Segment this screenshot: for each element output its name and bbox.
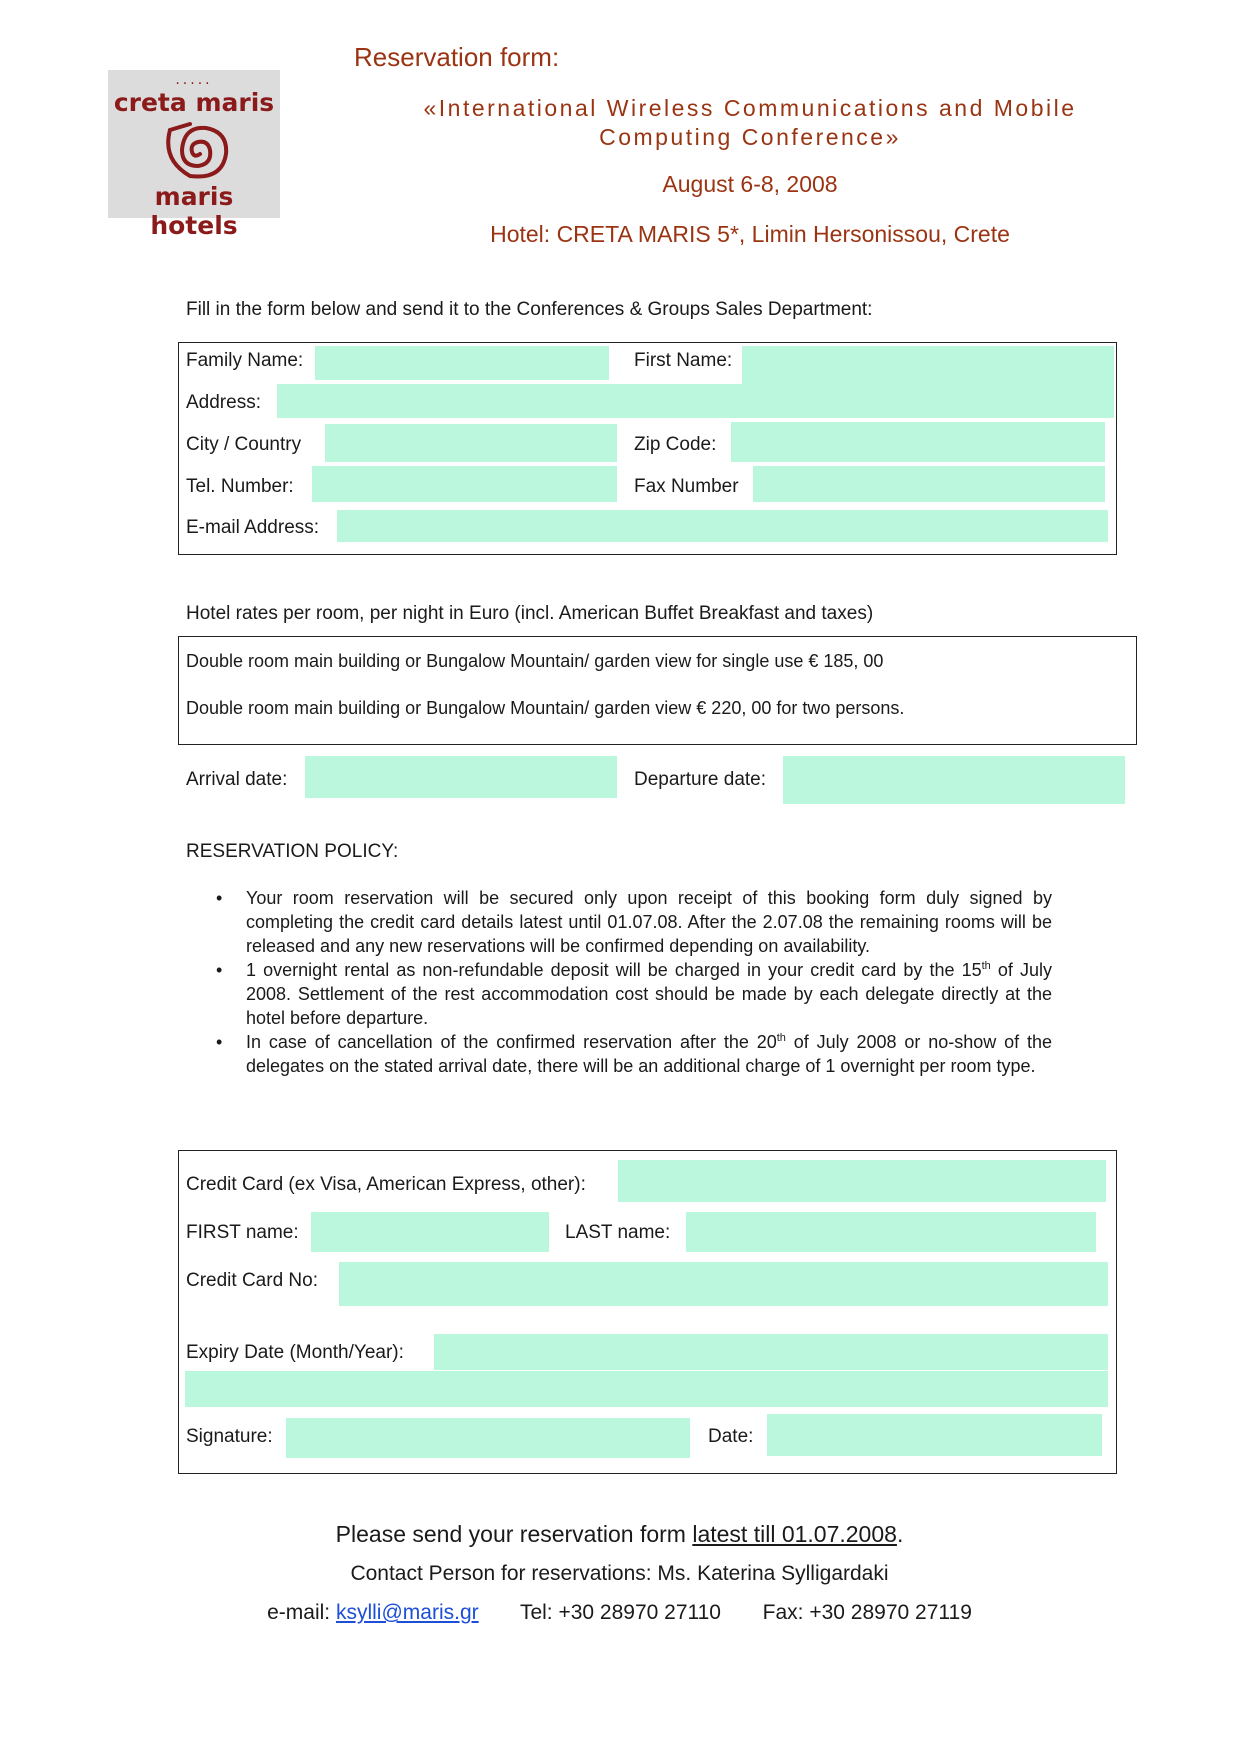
conference-dates: August 6-8, 2008 — [662, 171, 838, 197]
card-number-label: Credit Card No: — [186, 1270, 318, 1291]
email-field[interactable] — [337, 510, 1108, 542]
signature-field[interactable] — [286, 1418, 690, 1458]
card-first-name-field[interactable] — [311, 1212, 549, 1252]
address-label: Address: — [186, 392, 261, 413]
signature-label: Signature: — [186, 1426, 273, 1447]
rate-single-use: Double room main building or Bungalow Mountain/ garden view for single use € 185, 00 — [186, 651, 884, 671]
send-deadline-text: Please send your reservation form latest till 01.07.2008. — [335, 1521, 904, 1547]
family-name-label: Family Name: — [186, 350, 304, 371]
tel-number-field[interactable] — [312, 466, 617, 502]
contact-tel: Tel: +30 28970 27110 — [519, 1601, 721, 1624]
contact-fax: Fax: +30 28970 27119 — [762, 1601, 972, 1624]
conference-name-line-1: «International Wireless Communications and Mobile — [423, 95, 1077, 121]
creta-maris-logo — [108, 70, 280, 240]
rate-two-persons: Double room main building or Bungalow Mountain/ garden view € 220, 00 for two persons. — [186, 698, 905, 718]
policy-item: • In case of cancellation of the confirmed reservation after the 20th of July 2008 or no-show of the delegates on the stated arrival date, there will be an additional charge of 1 overnight per room type. — [216, 1032, 1052, 1076]
city-country-label: City / Country — [186, 434, 302, 455]
deadline-date: latest till 01.07.2008 — [692, 1521, 897, 1547]
contact-details — [0, 1601, 1239, 1625]
form-instructions: Fill in the form below and send it to the Conferences & Groups Sales Department: — [186, 299, 873, 320]
arrival-date-label: Arrival date: — [186, 769, 288, 790]
page-title: Reservation form: — [354, 42, 560, 72]
policy-item: • 1 overnight rental as non-refundable deposit will be charged in your credit card by the 15th of July 2008. Settlement of the rest accommodation cost should be made by each delegate directly at the hotel before departure. — [216, 960, 1052, 1028]
zip-code-label: Zip Code: — [634, 434, 717, 455]
first-name-label: First Name: — [634, 350, 733, 371]
credit-card-type-field[interactable] — [618, 1160, 1106, 1202]
fax-number-label: Fax Number — [634, 476, 739, 497]
zip-code-field[interactable] — [731, 422, 1105, 462]
email-label: E-mail Address: — [186, 517, 320, 538]
signature-date-field[interactable] — [767, 1414, 1102, 1456]
family-name-field[interactable] — [315, 346, 609, 380]
card-number-field[interactable] — [339, 1262, 1108, 1306]
address-field[interactable] — [277, 384, 1114, 418]
card-last-name-label: LAST name: — [565, 1222, 671, 1243]
city-country-field[interactable] — [325, 424, 617, 462]
reservation-policy-list — [216, 886, 1052, 1078]
signature-date-label: Date: — [708, 1426, 754, 1447]
conference-name-line-2: Computing Conference» — [599, 124, 901, 150]
tel-number-label: Tel. Number: — [186, 476, 294, 497]
shell-spiral-icon — [160, 120, 230, 182]
arrival-date-field[interactable] — [305, 756, 617, 798]
card-last-name-field[interactable] — [686, 1212, 1096, 1252]
departure-date-field[interactable] — [783, 756, 1125, 804]
logo-line-1: creta maris — [113, 88, 275, 117]
expiry-date-label: Expiry Date (Month/Year): — [186, 1342, 404, 1363]
expiry-date-extra-field[interactable] — [185, 1371, 1108, 1407]
reservation-policy-heading: RESERVATION POLICY: — [186, 841, 399, 862]
card-first-name-label: FIRST name: — [186, 1222, 299, 1243]
rates-heading: Hotel rates per room, per night in Euro (incl. American Buffet Breakfast and taxes) — [186, 603, 874, 624]
hotel-name: Hotel: CRETA MARIS 5*, Limin Hersonissou, Crete — [490, 221, 1010, 247]
fax-number-field[interactable] — [753, 466, 1105, 502]
departure-date-label: Departure date: — [634, 769, 767, 790]
email-prefix: e-mail: — [267, 1601, 336, 1624]
expiry-date-field[interactable] — [434, 1334, 1108, 1370]
contact-email-link[interactable]: ksylli@maris.gr — [335, 1601, 479, 1624]
policy-item: • Your room reservation will be secured only upon receipt of this booking form duly signed by completing the credit card details latest until 01.07.08. After the 2.07.08 the remaining rooms will be released and any new reservations will be confirmed depending on availability. — [216, 888, 1052, 956]
credit-card-label: Credit Card (ex Visa, American Express, other): — [186, 1174, 586, 1195]
contact-person: Contact Person for reservations: Ms. Katerina Sylligardaki — [350, 1562, 889, 1585]
logo-dots: ····· — [175, 76, 213, 92]
logo-line-2: maris hotels — [150, 182, 238, 240]
